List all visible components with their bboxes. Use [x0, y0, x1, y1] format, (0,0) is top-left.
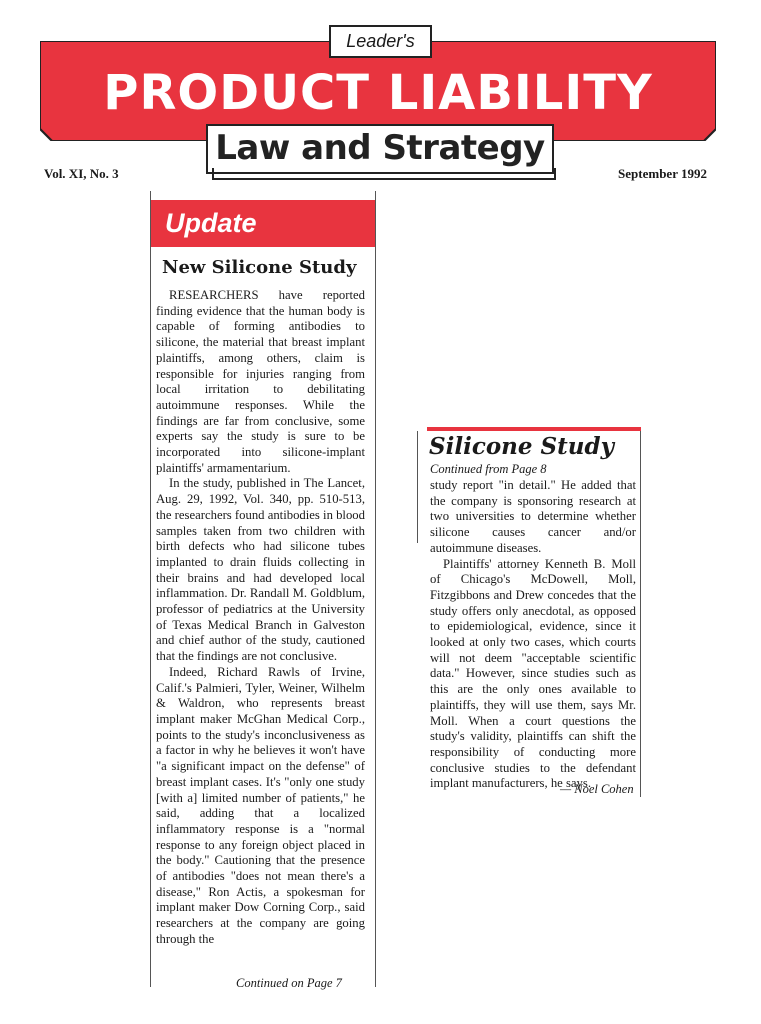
continued-article-body [430, 478, 636, 792]
right-accent-bar [427, 427, 641, 431]
paragraph: In the study, published in The Lancet, Aug. 29, 1992, Vol. 340, pp. 510-513, the researchers found antibodies in blood samples taken from two children with birth defects who had silicone tubes implanted to drain fluids collecting in their brains and had developed local inflammation. Dr. Randall M. Goldblum, professor of pediatrics at the University of Texas Medical Branch in Galveston and chief author of the study, cautioned that the findings are not conclusive. [156, 476, 365, 664]
continued-note: Continued on Page 7 [236, 976, 342, 990]
paragraph: study report "in detail." He added that the company is sponsoring research at two universities to determine whether silicone causes cancer and/or autoimmune diseases. [430, 478, 636, 555]
paragraph: Plaintiffs' attorney Kenneth B. Moll of Chicago's McDowell, Moll, Fitzgibbons and Drew concedes that the study offers only anecdotal, as opposed to epidemiological, evidence, since it looked at only two cases, which courts will not deem "acceptable scientific data." However, since studies such as this are the only ones available to plaintiffs, they will use them, says Mr. Moll. When a court questions the study's validity, plaintiffs can shift the responsibility of conducting more conclusive studies to the defendant implant manufacturers, he says. [430, 556, 636, 791]
issue-date: September 1992 [618, 166, 707, 181]
right-column-rule-right [640, 431, 641, 797]
leaders-label: Leader's [329, 25, 432, 58]
author-byline: — Noel Cohen [560, 782, 634, 796]
continued-article-title: Silicone Study [429, 433, 614, 460]
update-section-header [151, 200, 375, 247]
publication-subtitle: Law and Strategy [215, 128, 545, 168]
publication-title: PRODUCT LIABILITY [103, 65, 653, 121]
paragraph: Indeed, Richard Rawls of Irvine, Calif.'s Palmieri, Tyler, Weiner, Wilhelm & Waldron, who represents breast implant maker McGhan Medical Corp., points to the study's inconclusiveness as a factor in why he believes it won't have "a significant impact on the defense" of breast implant cases. It's "only one study [with a] limited number of patients," he said, adding that a localized inflammatory response is a "normal response to any foreign object placed in the body." Cautioning that the presence of antibodies "does not mean there's a disease," Ron Actis, a spokesman for implant maker Dow Corning Corp., said researchers at the company are going through the [156, 664, 365, 946]
paragraph: RESEARCHERS have reported finding evidence that the human body is capable of forming antibodies to silicone, the material that breast implant plaintiffs, among others, claim is responsible for injuries ranging from local irritation to debilitating autoimmune responses. While the findings are far from conclusive, some experts say the study is sure to be incorporated into silicone-implant plaintiffs' armamentarium. [156, 288, 365, 475]
article-body [156, 288, 365, 948]
section-label: Update [165, 208, 257, 238]
volume-number: Vol. XI, No. 3 [44, 166, 119, 181]
article-title: New Silicone Study [162, 257, 357, 278]
subtitle-box [206, 124, 554, 174]
column-rule-left [150, 191, 151, 987]
continued-from-note: Continued from Page 8 [430, 462, 547, 476]
column-rule-right [375, 191, 376, 987]
right-column-rule-left [417, 431, 418, 543]
